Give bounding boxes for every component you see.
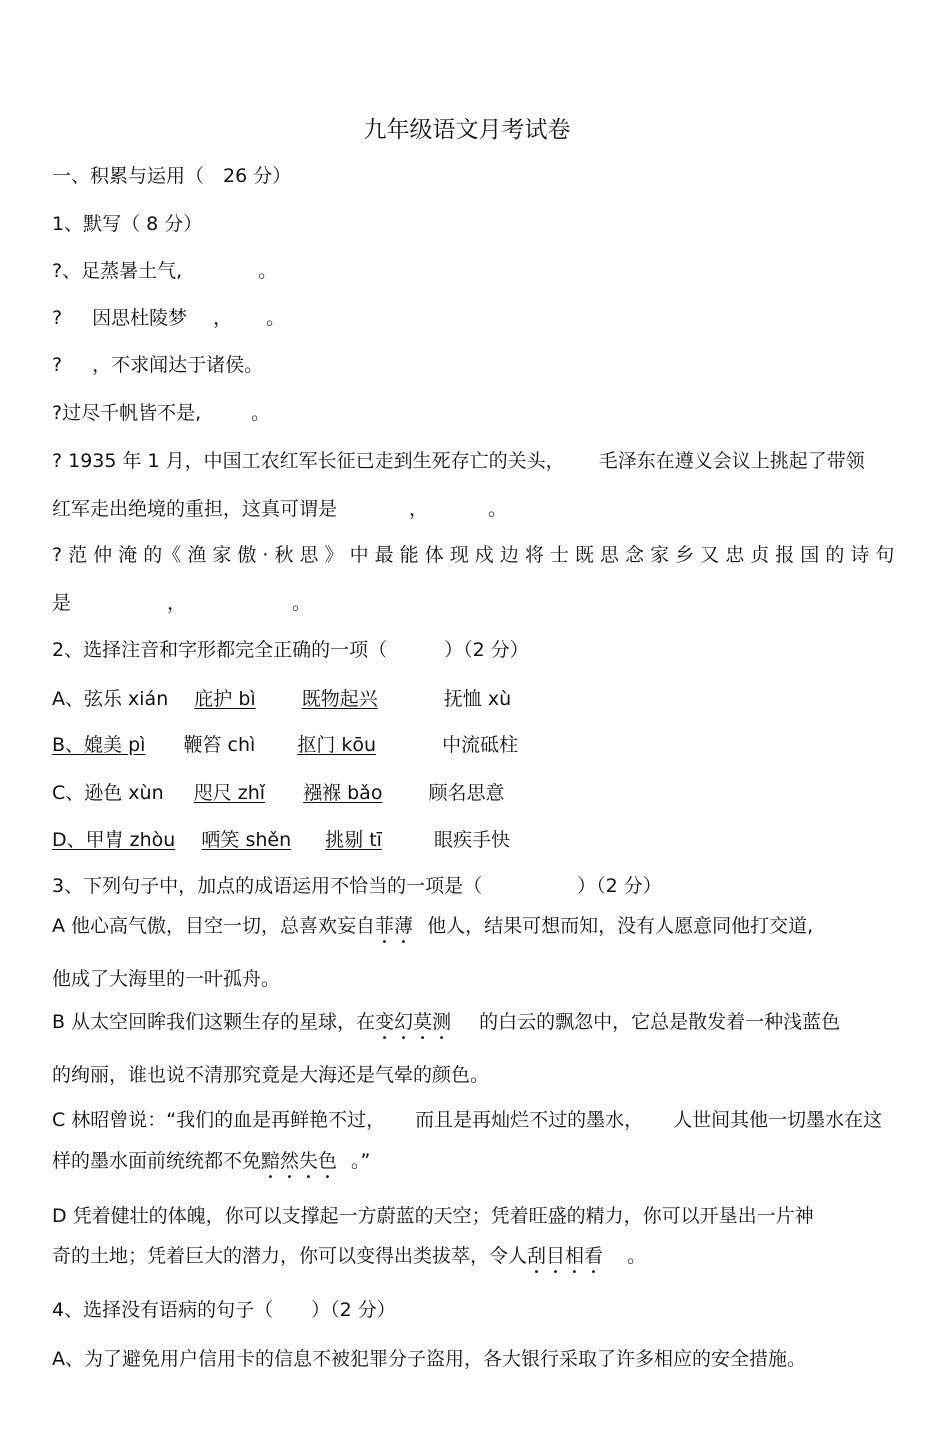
question-3-option-b-cont: 的绚丽，谁也说不清那究竟是大海还是气晕的颜色。 [52,1064,490,1086]
question-1-item-f: ? 范 仲 淹 的《 渔 家 傲 · 秋 思 》 中 最 能 体 现 戍 边 将 士 既 思 念 家 乡 又 忠 贞 报 国 的 诗 句 [52,544,895,566]
dotted-idiom: 菲薄 [375,915,414,937]
item-text: 红军走出绝境的重担，这真可谓是 [52,498,338,520]
item-punct: ， [167,592,187,614]
option-text: 奇的土地；凭着巨大的潜力，你可以变得出类拔萃，令人 [52,1245,528,1267]
section-heading: 一、积累与运用（ 26 分） [52,165,292,187]
question-3-heading: 3、下列句子中，加点的成语运用不恰当的一项是（ ）（2 分） [52,875,662,897]
item-text: 是 [52,592,72,614]
dotted-idiom: 刮目相看 [527,1245,604,1267]
option-term: 鞭笞 chì [183,734,256,756]
item-punct: 。 [292,592,312,614]
question-3-option-a [52,914,813,948]
item-text: 因思杜陵梦 [92,307,188,329]
option-text: 他人，结果可想而知，没有人愿意同他打交道, [427,915,814,937]
option-text: 。” [351,1150,371,1172]
item-text: ?过尽千帆皆不是, [52,402,202,424]
option-text: 样的墨水面前统统都不免 [52,1150,262,1172]
item-punct: 。 [488,498,508,520]
question-2-option-a [52,687,511,711]
question-1-item-e-cont [52,497,507,521]
question-2-option-d [52,828,510,852]
option-term: 抠门 kōu [297,734,377,756]
option-term: 既物起兴 [301,688,378,710]
question-2-option-c [52,781,505,805]
item-text: ，不求闻达于诸侯。 [92,354,264,376]
option-text: 。 [627,1245,647,1267]
option-term: 眼疾手快 [434,829,511,851]
option-text: B 从太空回眸我们这颗生存的星球，在 [52,1011,376,1033]
question-4-heading: 4、选择没有语病的句子（ ）（2 分） [52,1299,396,1321]
item-punct: 。 [266,307,286,329]
question-1-item-b [52,306,285,330]
option-term: A、弦乐 xián [52,688,169,710]
item-marker: ? [52,307,63,329]
option-term: 襁褓 bǎo [303,782,383,804]
question-1-item-e [52,449,865,473]
question-1-item-f-cont [52,591,311,615]
page-title: 九年级语文月考试卷 [363,117,571,143]
question-3-option-c-cont [52,1149,370,1183]
option-term: B、媲美 pì [52,734,146,756]
option-term: 庇护 bì [194,688,256,710]
question-1-item-d [52,401,270,425]
item-text: ?、足蒸暑土气, [52,260,183,282]
option-term: 抚恤 xù [443,688,512,710]
item-punct: 。 [251,402,271,424]
option-text: 而且是再灿烂不过的墨水， [415,1109,644,1131]
question-1-heading: 1、默写（ 8 分） [52,213,203,235]
item-text: 毛泽东在遵义会议上挑起了带领 [598,450,865,472]
option-term: 挑剔 tī [325,829,382,851]
option-term: D、甲胄 zhòu [52,829,176,851]
question-3-option-c [52,1108,882,1132]
option-term: 中流砥柱 [442,734,519,756]
option-term: 咫尺 zhǐ [193,782,266,804]
option-text: 人世间其他一切墨水在这 [673,1109,883,1131]
question-3-option-d: D 凭着健壮的体魄，你可以支撑起一方蔚蓝的天空；凭着旺盛的精力，你可以开垦出一片神 [52,1205,814,1227]
option-term: 顾名思意 [428,782,505,804]
item-punct: ， [409,498,429,520]
option-text: 的白云的飘忽中，它总是散发着一种浅蓝色 [479,1011,841,1033]
option-term: C、逊色 xùn [52,782,164,804]
question-1-item-a [52,259,277,283]
question-2-option-b [52,733,518,757]
option-text: C 林昭曾说：“我们的血是再鲜艳不过， [52,1109,386,1131]
dotted-idiom: 变幻莫测 [375,1011,452,1033]
option-term: 哂笑 shěn [201,829,292,851]
question-3-option-b [52,1010,840,1044]
item-punct: 。 [258,260,278,282]
question-3-option-a-cont: 他成了大海里的一叶孤舟。 [52,968,281,990]
item-punct: ， [213,307,233,329]
question-3-option-d-cont [52,1244,646,1278]
item-text: ? 1935 年 1 月，中国工农红军长征已走到生死存亡的关头， [52,450,565,472]
item-marker: ? [52,354,63,376]
question-2-heading: 2、选择注音和字形都完全正确的一项（ ）（2 分） [52,639,529,661]
question-1-item-c [52,353,263,377]
option-text: A 他心高气傲，目空一切，总喜欢妄自 [52,915,376,937]
question-4-option-a: A、为了避免用户信用卡的信息不被犯罪分子盗用，各大银行采取了许多相应的安全措施。 [52,1348,806,1370]
dotted-idiom: 黯然失色 [261,1150,338,1172]
